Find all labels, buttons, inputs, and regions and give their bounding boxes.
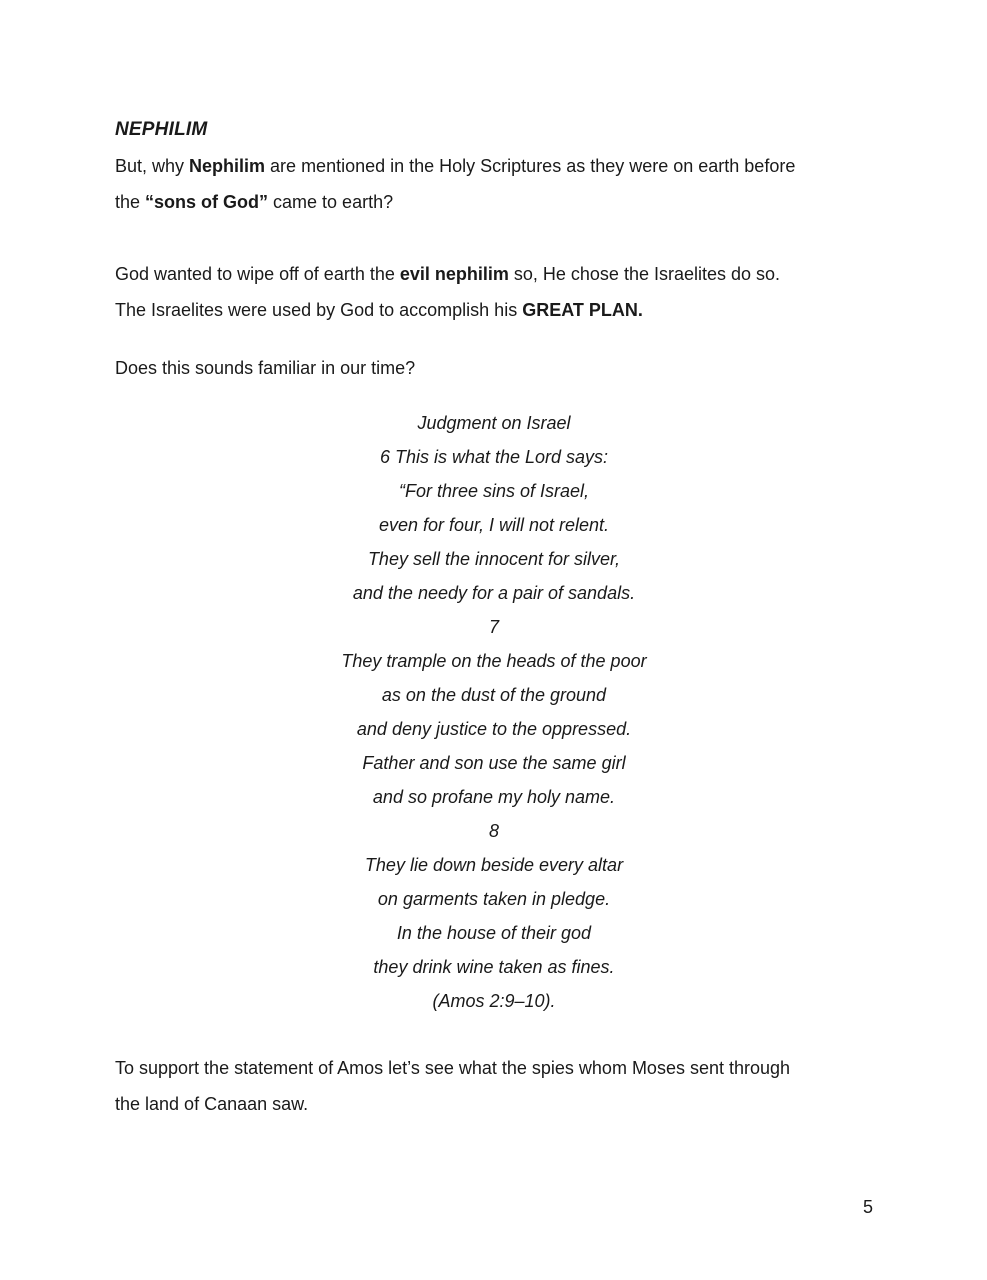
- text-line: [115, 542, 873, 576]
- text-line: [115, 148, 873, 184]
- text-segment: on garments taken in pledge.: [377, 889, 611, 909]
- text-line: [115, 440, 873, 474]
- text-segment: Judgment on Israel: [417, 413, 571, 433]
- section-heading: NEPHILIM: [115, 119, 208, 140]
- text-segment: They trample on the heads of the poor: [341, 651, 647, 671]
- text-segment: and deny justice to the oppressed.: [356, 719, 632, 739]
- text-segment: 6 This is what the Lord says:: [379, 447, 609, 467]
- text-segment: They lie down beside every altar: [364, 855, 624, 875]
- text-segment: In the house of their god: [396, 923, 592, 943]
- paragraph-intro: [115, 148, 873, 220]
- text-segment: The Israelites were used by God to accomplish his: [115, 300, 523, 320]
- text-segment: the land of Canaan saw.: [115, 1094, 309, 1114]
- bold-text-segment: GREAT PLAN.: [522, 300, 643, 320]
- text-line: [115, 746, 873, 780]
- text-segment: and the needy for a pair of sandals.: [352, 583, 636, 603]
- text-line: [115, 882, 873, 916]
- text-line: [115, 576, 873, 610]
- text-segment: are mentioned in the Holy Scriptures as they were on earth before: [265, 156, 796, 176]
- text-segment: To support the statement of Amos let’s see what the spies whom Moses sent through: [115, 1058, 791, 1078]
- paragraph-great-plan: [115, 256, 873, 328]
- bold-text-segment: “sons of God”: [145, 192, 269, 212]
- text-segment: the: [115, 192, 146, 212]
- text-line: [115, 406, 873, 440]
- scripture-quote-amos: [115, 406, 873, 1018]
- text-line: [115, 814, 873, 848]
- text-line: [115, 1050, 873, 1086]
- text-segment: came to earth?: [268, 192, 394, 212]
- text-line: [115, 256, 873, 292]
- text-line: [115, 678, 873, 712]
- text-segment: they drink wine taken as fines.: [373, 957, 615, 977]
- text-segment: 8: [488, 821, 499, 841]
- text-segment: “For three sins of Israel,: [398, 481, 590, 501]
- text-line: [115, 610, 873, 644]
- text-segment: and so profane my holy name.: [372, 787, 616, 807]
- text-segment: God wanted to wipe off of earth the: [115, 264, 400, 284]
- text-line: [115, 848, 873, 882]
- text-segment: 7: [488, 617, 499, 637]
- text-line: [115, 950, 873, 984]
- page-number: 5: [862, 1197, 873, 1217]
- text-line: [115, 474, 873, 508]
- text-line: [115, 508, 873, 542]
- text-segment: (Amos 2:9–10).: [432, 991, 556, 1011]
- text-segment: so, He chose the Israelites do so.: [508, 264, 781, 284]
- bold-text-segment: evil nephilim: [399, 264, 509, 284]
- text-line: [115, 780, 873, 814]
- text-segment: But, why: [115, 156, 190, 176]
- text-line: [115, 1086, 873, 1122]
- text-segment: as on the dust of the ground: [381, 685, 607, 705]
- text-line: [115, 916, 873, 950]
- bold-text-segment: Nephilim: [189, 156, 266, 176]
- text-segment: They sell the innocent for silver,: [367, 549, 621, 569]
- paragraph-question: [115, 350, 873, 386]
- paragraph-closing: [115, 1050, 873, 1122]
- text-line: [115, 984, 873, 1018]
- text-line: [115, 712, 873, 746]
- text-segment: even for four, I will not relent.: [378, 515, 610, 535]
- text-line: [115, 184, 873, 220]
- text-segment: Does this sounds familiar in our time?: [115, 358, 416, 378]
- text-line: [115, 350, 873, 386]
- text-segment: Father and son use the same girl: [362, 753, 626, 773]
- text-line: [115, 644, 873, 678]
- text-line: [115, 292, 873, 328]
